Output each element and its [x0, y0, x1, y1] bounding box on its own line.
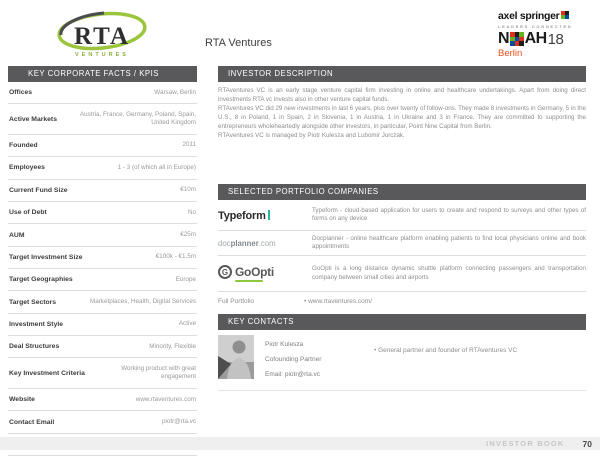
fact-value: No [187, 208, 196, 216]
portfolio-header: SELECTED PORTFOLIO COMPANIES [218, 184, 586, 200]
contact-photo [218, 335, 254, 379]
fact-label: Contact Email [9, 418, 55, 426]
axel-springer-logo [498, 10, 594, 22]
noah-city: Berlin [498, 48, 523, 59]
full-portfolio-row [218, 292, 586, 312]
goopti-description: GoOpti is a long distance dynamic shuttle platform connecting passengers and transportation company between small cities and airports [312, 265, 586, 281]
fact-row-target-sectors [8, 291, 197, 313]
fact-label: Deal Structures [9, 343, 60, 351]
typeform-description: Typeform - cloud-based application for users to create and respond to surveys and other types of forms on any device [312, 206, 586, 222]
fact-label: Target Sectors [9, 298, 57, 306]
fact-row-founded [8, 135, 197, 157]
fact-row-offices [8, 82, 197, 104]
fact-label: Founded [9, 142, 38, 150]
noah-letter-n: N [498, 30, 510, 47]
axel-springer-logo-text: axel springer [498, 10, 560, 22]
noah-year: 18 [547, 30, 564, 48]
axel-springer-pixel-icon [561, 11, 569, 19]
investor-book-label: INVESTOR BOOK [486, 439, 565, 448]
contact-title: Cofounding Partner [265, 356, 322, 363]
page-number: 70 [582, 438, 592, 449]
fact-row-active-markets [8, 104, 197, 135]
website-link[interactable]: www.rtaventures.com [135, 395, 196, 403]
fact-row-employees [8, 157, 197, 179]
fact-label: Active Markets [9, 115, 57, 123]
fact-row-target-geographies [8, 269, 197, 291]
portfolio-row-typeform [218, 200, 586, 231]
fact-value: €100k - €1.5m [155, 253, 196, 261]
fact-label: Target Geographies [9, 276, 73, 284]
fact-row-use-of-debt [8, 202, 197, 224]
docplanner-logo-part2: planner [230, 238, 259, 248]
rta-ventures-logo [52, 4, 152, 64]
fact-value: Active [178, 320, 196, 328]
goopti-logo [218, 265, 304, 282]
right-column [218, 66, 586, 391]
fact-row-deal-structures [8, 336, 197, 358]
fact-value: €25m [180, 230, 196, 238]
rta-logo-subtext: VENTURES [75, 52, 129, 58]
fact-row-investment-style [8, 314, 197, 336]
noah18-logo [498, 30, 594, 48]
key-facts-header: KEY CORPORATE FACTS / KPIS [8, 66, 197, 82]
rta-logo-text: RTA [73, 23, 131, 50]
fact-value: Warsaw, Berlin [154, 88, 196, 96]
noah-axelspringer-logo [498, 10, 594, 59]
fact-value: Working product with great engagement [121, 365, 196, 381]
key-facts-section [8, 66, 197, 456]
full-portfolio-label: Full Portfolio [218, 298, 255, 305]
fact-label: Target Investment Size [9, 253, 83, 261]
fact-row-key-investment-criteria [8, 358, 197, 389]
fact-value: 2011 [182, 141, 196, 149]
rta-logo-graphic [52, 4, 152, 64]
investor-description-text [218, 86, 586, 140]
investor-description-header: INVESTOR DESCRIPTION [218, 66, 586, 82]
typeform-cursor-icon [268, 210, 270, 220]
contact-email-link[interactable]: piotr@rta.vc [161, 417, 196, 425]
portfolio-row-goopti [218, 256, 586, 292]
docplanner-logo-part3: .com [258, 238, 276, 248]
fact-row-aum [8, 224, 197, 246]
fact-label: Offices [9, 89, 33, 97]
goopti-tagline-mark [235, 280, 263, 282]
footer-bar [0, 437, 600, 450]
fact-label: Use of Debt [9, 209, 47, 217]
noah-o-block-icon [510, 32, 524, 46]
fact-label: Employees [9, 164, 45, 172]
fact-label: AUM [9, 231, 25, 239]
fact-value: Minority, Flexible [149, 342, 196, 350]
contact-note: • General partner and founder of RTAventures VC [374, 347, 518, 354]
fact-value: 1 - 3 (of which all in Europe) [117, 163, 196, 171]
fact-row-target-investment-size [8, 247, 197, 269]
page-title: RTA Ventures [205, 37, 272, 49]
typeform-logo [218, 206, 304, 224]
docplanner-logo-part1: doc [218, 238, 231, 248]
docplanner-logo [218, 239, 304, 248]
goopti-g-circle-icon: G [218, 265, 232, 279]
fact-row-contact-email [8, 411, 197, 433]
contact-row-piotr-kulesza [218, 330, 586, 391]
key-contacts-header: KEY CONTACTS [218, 314, 586, 330]
fact-label: Key Investment Criteria [9, 369, 85, 377]
fact-label: Website [9, 396, 35, 404]
fact-value: Marketplaces, Health, Digital Services [89, 298, 196, 305]
fact-value: Austria, France, Germany, Poland, Spain, United Kingdom [79, 110, 196, 127]
fact-label: Current Fund Size [9, 186, 68, 194]
description-paragraph: RTAventures VC did 29 new investments in last 6 years, plus over twenty of follow-ons. They made 8 investments in Germany, 5 in the U.S., 8 in Poland, 1 in Spain, 2 in Slovenia, 1 in Austria, 1 in Ukraine and 3 in France. They are committed to supporting the entrepreneurs wholeheartedly alongside other investors, in particular, Point Nine Capital from Berlin. [218, 105, 586, 130]
contact-info [265, 335, 321, 382]
fact-label: Investment Style [9, 320, 64, 328]
noah-tagline: LEADERS CONNECTED [498, 24, 573, 29]
description-paragraph: RTAventures VC is an early stage venture capital firm investing in online and healthcare undertakings. Apart from doing direct investments RTA vc invests also in other venture capital funds. [218, 87, 586, 103]
contact-email[interactable]: Email: piotr@rta.vc [265, 371, 320, 378]
fact-value: Europe [175, 275, 196, 283]
full-portfolio-link[interactable]: • www.rtaventures.com/ [304, 298, 373, 305]
noah-letters-ah: AH [524, 30, 547, 47]
contact-name: Piotr Kulesza [265, 341, 304, 348]
fact-row-current-fund-size [8, 180, 197, 202]
docplanner-description: Docplanner - online healthcare platform enabling patients to find local physicians online and book appointments [312, 234, 586, 250]
portfolio-row-docplanner [218, 231, 586, 256]
typeform-logo-text: Typeform [218, 210, 266, 222]
description-paragraph: RTAventures VC is managed by Piotr Kulesza and Lubomir Jurczak. [218, 132, 405, 139]
fact-value: €10m [180, 186, 196, 194]
fact-row-website [8, 389, 197, 411]
goopti-logo-text: GoOpti [235, 265, 274, 279]
